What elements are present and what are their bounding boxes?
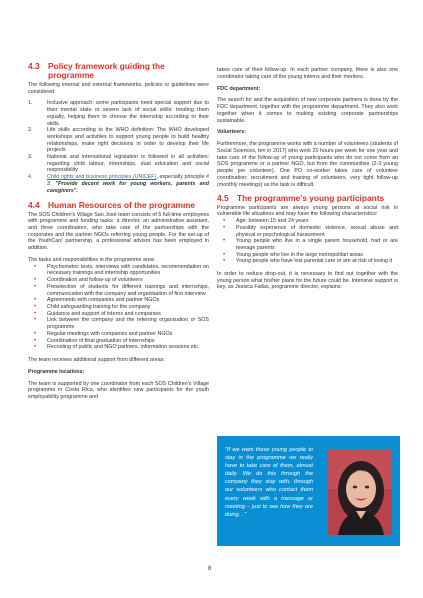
programme-locations-text: The team is supported by one coordinator from each SOS Children's Village programme in Costa Rica, who identifies new participants for the youth employability programme and [28, 380, 209, 401]
volunteers-heading: Volunteers: [217, 129, 246, 136]
programme-locations-heading: Programme locations: [28, 368, 85, 375]
dropout-text: In order to reduce drop-out, it is necessary to find out together with the young person what his/her plans for the future could be. Intensive support is key, as Jessica Fallas, programme director, explains: [217, 271, 398, 291]
page-number: 8 [208, 566, 212, 572]
task-item: • Coordination of final graduation of internships [28, 338, 209, 345]
section-heading-4-3: 4.3 Policy framework guiding the programme [28, 61, 165, 81]
right-column [217, 67, 398, 296]
continued-text: takes care of their follow-up. In each partner company, there is also one coordinator taking care of the young interns and their mentors. [217, 67, 398, 80]
task-item: • Child safeguarding training for the company [28, 304, 209, 311]
policy-list [28, 100, 209, 194]
volunteers-text: Furthermore, the programme works with a number of volunteers (students of Social Sciences, ten in 2017) who work 20 hours per week for one year and take care of the follow-up of young participants who do not come from an SOS programme or a partner NGO, but from the communities (2-3 young people per volunteer). One PO co-worker takes care of volunteer coordination: recruitment and training of volunteers, very tight follow-up (monthly meetings) as the task is difficult. [217, 141, 398, 188]
portrait-photo [328, 449, 392, 535]
trait-item: • Young people who live in the large metropolitan areas [217, 252, 398, 259]
fdc-heading: FDC department: [217, 85, 261, 92]
section-heading-4-5: 4.5 The programme's young participants [217, 193, 385, 204]
task-item: • Recruiting of public and NGO partners, information sessions etc. [28, 344, 209, 351]
task-item: • Guidance and support of interns and companies [28, 311, 209, 318]
quote-box [217, 436, 400, 546]
participant-traits-list [217, 218, 398, 265]
portrait-illustration [328, 449, 392, 535]
section-heading-4-4: 4.4 Human Resources of the programme [28, 200, 196, 211]
policy-item: 1. Inclusive approach: some participants need special support due to their mental state or severe lack of social skills: treating them equally, helping them to choose the internship according to their skills. [28, 100, 209, 127]
task-item: • Regular meetings with companies and partner NGOs [28, 331, 209, 338]
participants-text: Programme participants are always young persons at social risk in vulnerable life situations and may have the following characteristics: [217, 204, 398, 218]
policy-intro: The following internal and external frameworks, policies or guidelines were considered: [28, 81, 209, 95]
policy-item: 4. Child rights and business principles (UNICEF), especially principle # 3: "Provide decent work for young workers, parents and caregivers". [28, 174, 210, 194]
task-item: • Psychometric tests, interviews with candidates, recommendation on necessary trainings and internship opportunities [28, 264, 209, 277]
task-item: • Coordination and follow-up of volunteers [28, 277, 209, 284]
hr-paragraph: The SOS Children's Village San José team consists of 5 full-time employees with programme and funding tasks: a director, an administrative assistant, and three coordinators, who take care of the partnerships with the corporates and the partner NGOs referring young people. For the set-up of the YouthCan! partnership, a professional advisor has been employed in addition. [28, 211, 209, 252]
trait-item: • Young people who have lost parental care or are at risk of losing it [217, 258, 398, 265]
trait-item: • Possibly experience of domestic violence, sexual abuse and physical or psychological harassment [217, 225, 398, 238]
task-item: • Agreements with companies and partner NGOs [28, 297, 209, 304]
policy-item: 2. Life skills according to the WHO definition: The WHO developed workshops and activities to support young people to build healthy relationships, make right decisions in order to develop their life projects [28, 127, 209, 154]
support-text: The team receives additional support from different areas: [28, 356, 165, 363]
tasks-list [28, 264, 209, 351]
task-item: • Preselection of students for different trainings and internships, communication with the company and organisation of first interview [28, 284, 209, 297]
quote-text: "If we want these young people to stay in the programme we really have to take care of them, almost daily. We do this through the company they stay with, through our volunteers who contact them every week with a message or meeting – just to see how they are doing…" [225, 447, 313, 518]
unicef-principles-link[interactable]: Child rights and business principles (UNICEF) [47, 174, 157, 181]
left-column [28, 62, 209, 406]
fdc-text: The search for and the acquisition of new corporate partners is done by the FDC department, together with the programme department. They also work together when it comes to making existing corporate partnerships sustainable. [217, 97, 398, 124]
tasks-intro: The tasks and responsibilities in the programme area: [28, 257, 156, 264]
trait-item: • Age: between 15 and 24 years [217, 218, 398, 225]
policy-item: 3. National and international legislation is followed in all activities: regarding child labour, internships, dual education and social responsibility [28, 154, 209, 174]
task-item: • Link between the company and the referring organisation or SOS programme [28, 317, 209, 330]
trait-item: • Young people who live in a single parent household, had or are teenage parents [217, 238, 398, 251]
